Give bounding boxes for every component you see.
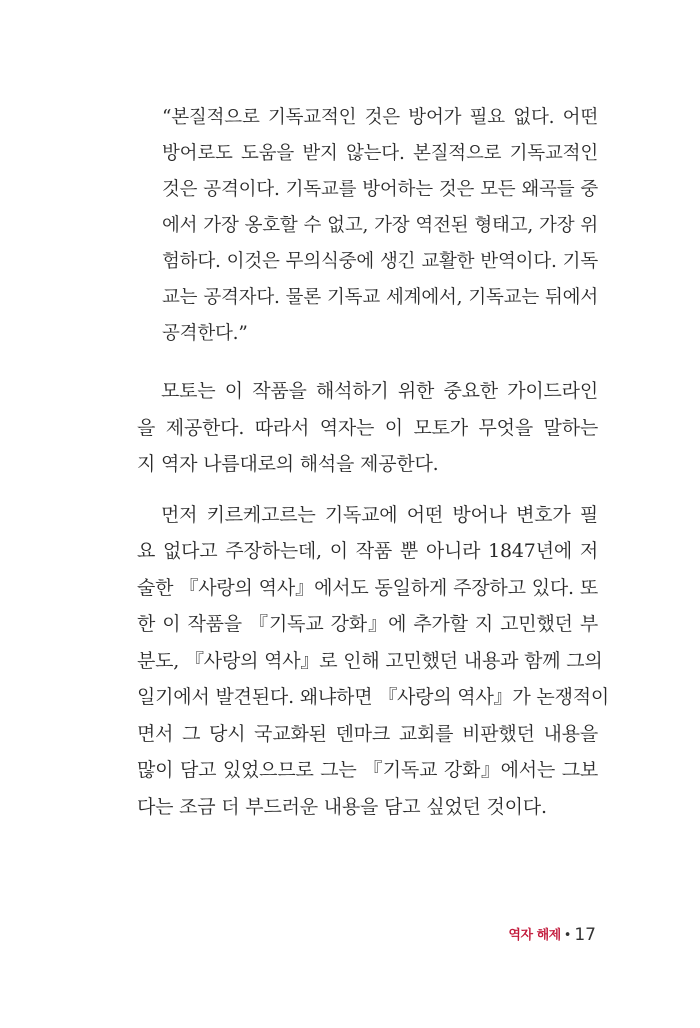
- running-section-title: 역자 해제: [508, 928, 561, 943]
- body-text: [137, 373, 610, 825]
- page-footer: [508, 925, 596, 946]
- page-number: 17: [574, 925, 596, 945]
- footer-bullet: •: [563, 928, 572, 943]
- paragraph-line: 한 이 작품을 『기독교 강화』에 추가할 지 고민했던 부: [137, 613, 598, 635]
- paragraph-line: 먼저 키르케고르는 기독교에 어떤 방어나 변호가 필: [161, 503, 598, 526]
- quote-line: 교는 공격자다. 물론 기독교 세계에서, 기독교는 뒤에서: [162, 287, 598, 308]
- paragraph-line: 모토는 이 작품을 해석하기 위한 중요한 가이드라인: [161, 380, 598, 402]
- paragraph-line: 면서 그 당시 국교화된 덴마크 교회를 비판했던 내용을: [137, 722, 598, 745]
- epigraph-quote: [162, 100, 598, 352]
- paragraph-line: 지 역자 나름대로의 해석을 제공한다.: [137, 453, 439, 475]
- paragraph-motto: [137, 373, 598, 483]
- quote-line: “본질적으로 기독교적인 것은 방어가 필요 없다. 어떤: [162, 107, 598, 128]
- paragraph-line: 요 없다고 주장하는데, 이 작품 뿐 아니라 1847년에 저: [137, 540, 598, 562]
- paragraph-line: 다는 조금 더 부드러운 내용을 담고 싶었던 것이다.: [137, 795, 547, 818]
- quote-line: 에서 가장 옹호할 수 없고, 가장 역전된 형태고, 가장 위: [162, 215, 598, 236]
- paragraph-line: 일기에서 발견된다. 왜냐하면 『사랑의 역사』가 논쟁적이: [137, 686, 610, 708]
- paragraph-line: 술한 『사랑의 역사』에서도 동일하게 주장하고 있다. 또: [137, 576, 598, 599]
- quote-line: 험하다. 이것은 무의식중에 생긴 교활한 반역이다. 기독: [162, 251, 598, 272]
- quote-line: 방어로도 도움을 받지 않는다. 본질적으로 기독교적인: [162, 143, 598, 164]
- paragraph-line: 많이 담고 있었으므로 그는 『기독교 강화』에서는 그보: [137, 759, 598, 781]
- quote-line: 것은 공격이다. 기독교를 방어하는 것은 모든 왜곡들 중: [162, 179, 598, 200]
- paragraph-line: 분도, 『사랑의 역사』로 인해 고민했던 내용과 함께 그의: [137, 649, 603, 672]
- paragraph-defense: [137, 497, 610, 826]
- quote-line: 공격한다.”: [162, 323, 248, 344]
- paragraph-line: 을 제공한다. 따라서 역자는 이 모토가 무엇을 말하는: [137, 416, 598, 439]
